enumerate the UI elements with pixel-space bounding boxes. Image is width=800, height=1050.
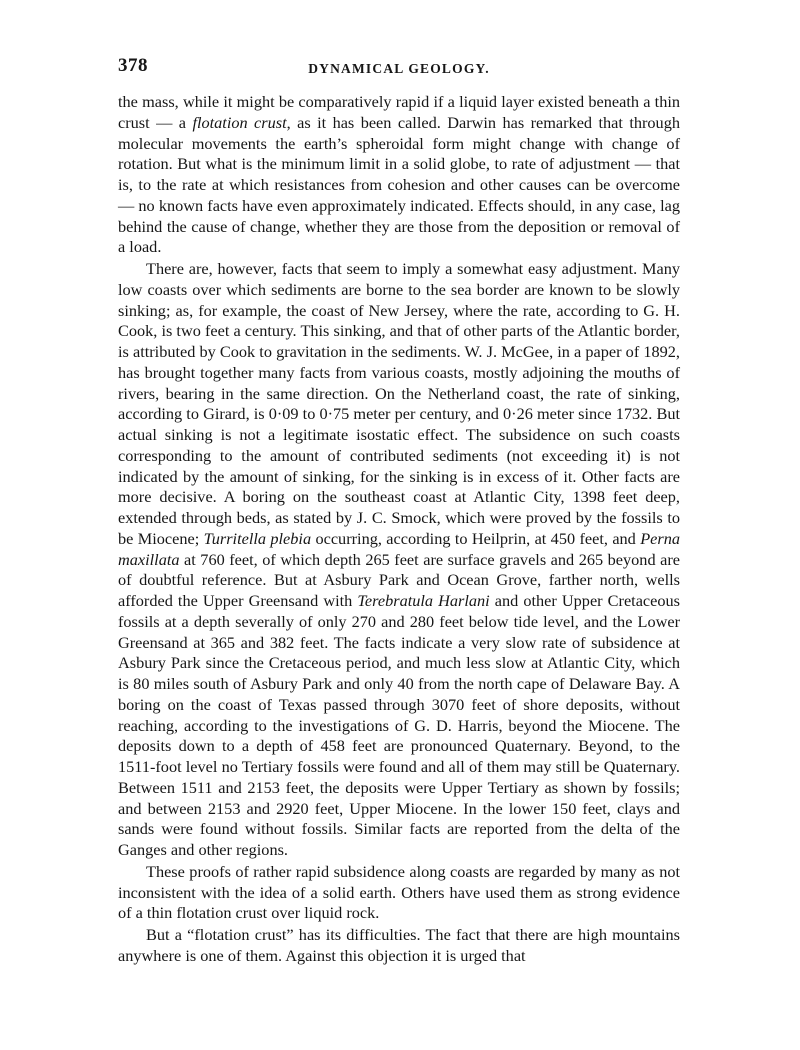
page-number: 378	[118, 55, 148, 76]
text-run: and other Upper Cretaceous fossils at a depth severally of only 270 and 280 feet below tide level, and the Lower Greensand at 365 and 382 feet. The facts indicate a very slow rate of subsidence at Asbury Park since the Cretaceous period, and much less slow at Atlantic City, which is 80 miles south of Asbury Park and only 40 from the north cape of Delaware Bay. A boring on the coast of Texas passed through 3070 feet of shore deposits, without reaching, according to the investigations of G. D. Harris, beyond the Miocene. The deposits down to a depth of 458 feet are pronounced Quaternary. Beyond, to the 1511-foot level no Tertiary fossils were found and all of them may still be Quaternary. Between 1511 and 2153 feet, the deposits were Upper Tertiary as shown by fossils; and between 2153 and 2920 feet, Upper Miocene. In the lower 150 feet, clays and sands were found without fossils. Similar facts are reported from the delta of the Ganges and other regions.	[118, 591, 681, 859]
text-run: But a “flotation crust” has its difficulties. The fact that there are high mountains anywhere is one of them. Against this objection it is urged that	[118, 925, 680, 965]
book-page	[118, 56, 680, 968]
body-text	[118, 92, 680, 967]
text-run: the mass, while it might be comparatively rapid if a liquid layer existed beneath a thin crust — a	[118, 92, 680, 132]
italic-term: flotation crust	[192, 112, 287, 132]
paragraph-2	[118, 259, 680, 861]
text-run: occurring, according to Heilprin, at 450 feet, and	[311, 528, 641, 548]
text-run: , as it has been called. Darwin has remarked that through molecular movements the earth’s spheroidal form might change with change of rotation. But what is the minimum limit in a solid globe, to rate of adjustment — that is, to the rate at which resistances from cohesion and other causes can be overcome — no known facts have even approximately indicated. Effects should, in any case, lag behind the cause of change, whether they are those from the deposition or removal of a load.	[118, 112, 680, 257]
text-run: at 760 feet, of which depth 265 feet are surface gravels and 265 beyond are of doubtful reference. But at Asbury Park and Ocean Grove, farther north, wells afforded the Upper Greensand with	[118, 549, 680, 610]
text-run: There are, however, facts that seem to imply a somewhat easy adjustment. Many low coasts over which sediments are borne to the sea border are known to be slowly sinking; as, for example, the coast of New Jersey, where the rate, according to G. H. Cook, is two feet a century. This sinking, and that of other parts of the Atlantic border, is attributed by Cook to gravitation in the sediments. W. J. McGee, in a paper of 1892, has brought together many facts from various coasts, mostly adjoining the mouths of rivers, bearing in the same direction. On the Netherland coast, the rate of sinking, according to Girard, is 0·09 to 0·75 meter per century, and 0·26 meter since 1732. But actual sinking is not a legitimate isostatic effect. The subsidence on such coasts corresponding to the amount of contributed sediments (not exceeding it) is not indicated by the amount of sinking, for the sinking is in excess of it. Other facts are more decisive. A boring on the southeast coast at Atlantic City, 1398 feet deep, extended through beds, as stated by J. C. Smock, which were proved by the fossils to be Miocene;	[118, 259, 680, 548]
running-head	[118, 56, 680, 78]
running-title: DYNAMICAL GEOLOGY.	[308, 61, 490, 76]
paragraph-4	[118, 925, 680, 967]
paragraph-3	[118, 862, 680, 924]
paragraph-1	[118, 92, 680, 258]
italic-term: Turritella plebia	[203, 528, 312, 548]
italic-term: Perna maxillata	[118, 528, 680, 569]
text-run: These proofs of rather rapid subsidence along coasts are regarded by many as not inconsistent with the idea of a solid earth. Others have used them as strong evidence of a thin flotation crust over liquid rock.	[118, 861, 680, 923]
italic-term: Terebratula Harlani	[357, 591, 490, 610]
